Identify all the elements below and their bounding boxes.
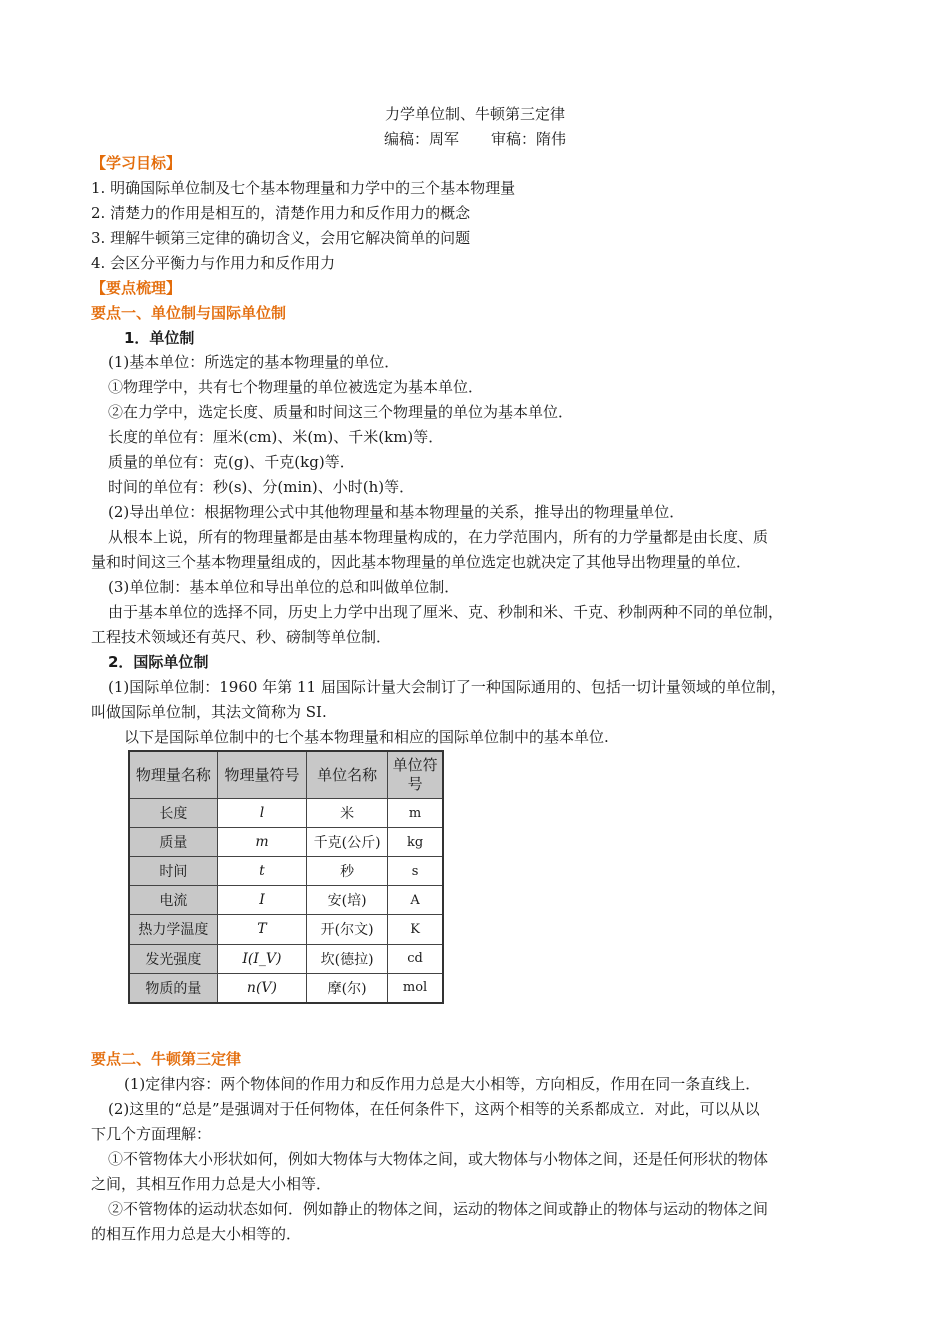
- table-cell: I: [217, 886, 306, 915]
- table-cell: n(V): [217, 973, 306, 1003]
- table-cell: 坎(德拉): [307, 944, 388, 973]
- table-cell: s: [388, 857, 443, 886]
- table-row: [129, 915, 443, 944]
- editor-credit: 编稿：周军: [383, 130, 459, 148]
- paragraph-line: ①不管物体大小形状如何，例如大物体与大物体之间，或大物体与小物体之间，还是任何形状的物体: [108, 1150, 769, 1168]
- doc-credits: [0, 129, 950, 149]
- paragraph-line: 的相互作用力总是大小相等的．: [91, 1225, 302, 1243]
- objectives-heading: 【学习目标】: [91, 154, 182, 172]
- table-cell: K: [388, 915, 443, 944]
- paragraph-line: 叫做国际单位制，其法文简称为 SI.: [91, 703, 327, 721]
- table-row: [129, 944, 443, 973]
- si-units-table: [128, 750, 444, 1004]
- table-row: [129, 886, 443, 915]
- paragraph-line: 量和时间这三个基本物理量组成的，因此基本物理量的单位选定也就决定了其他导出物理量的单位．: [91, 553, 752, 571]
- table-cell: 千克(公斤): [307, 828, 388, 857]
- table-cell: I(I_V): [217, 944, 306, 973]
- paragraph-line: (3)单位制：基本单位和导出单位的总和叫做单位制．: [108, 578, 460, 596]
- reviewer-credit: 审稿：隋伟: [491, 130, 567, 148]
- paragraph-line: 质量的单位有：克(g)、千克(kg)等．: [108, 453, 355, 471]
- table-cell: 安(培): [307, 886, 388, 915]
- paragraph-line: (1)定律内容：两个物体间的作用力和反作用力总是大小相等，方向相反，作用在同一条直线上．: [124, 1075, 761, 1093]
- paragraph-line: ②在力学中，选定长度、质量和时间这三个物理量的单位为基本单位．: [108, 403, 574, 421]
- table-cell: m: [217, 828, 306, 857]
- table-cell: t: [217, 857, 306, 886]
- doc-title: 力学单位制、牛顿第三定律: [384, 105, 565, 123]
- objective-item: 3. 理解牛顿第三定律的确切含义，会用它解决简单的问题: [91, 229, 471, 247]
- table-header-cell: 物理量符号: [217, 751, 306, 799]
- paragraph-line: 从根本上说，所有的物理量都是由基本物理量构成的，在力学范围内，所有的力学量都是由长度、质: [108, 528, 769, 546]
- paragraph-line: 下几个方面理解：: [91, 1125, 212, 1143]
- table-cell: 发光强度: [129, 944, 217, 973]
- point1-sub2-heading: 2．国际单位制: [108, 653, 209, 671]
- table-cell: T: [217, 915, 306, 944]
- summary-heading: 【要点梳理】: [91, 279, 182, 297]
- table-cell: l: [217, 799, 306, 828]
- table-cell: 开(尔文): [307, 915, 388, 944]
- table-cell: 电流: [129, 886, 217, 915]
- table-row: [129, 857, 443, 886]
- table-cell: A: [388, 886, 443, 915]
- objective-item: 4. 会区分平衡力与作用力和反作用力: [91, 254, 336, 272]
- paragraph-line: (2)导出单位：根据物理公式中其他物理量和基本物理量的关系，推导出的物理量单位．: [108, 503, 685, 521]
- paragraph-line: 由于基本单位的选择不同，历史上力学中出现了厘米、克、秒制和米、千克、秒制两种不同的单位制，: [108, 603, 784, 621]
- paragraph-line: 工程技术领域还有英尺、秒、磅制等单位制．: [91, 628, 392, 646]
- table-cell: m: [388, 799, 443, 828]
- table-row: [129, 828, 443, 857]
- paragraph-line: 长度的单位有：厘米(cm)、米(m)、千米(km)等．: [108, 428, 444, 446]
- point1-sub1-heading: 1．单位制: [124, 329, 195, 347]
- paragraph-line: 以下是国际单位制中的七个基本物理量和相应的国际单位制中的基本单位.: [124, 728, 609, 746]
- table-cell: 物质的量: [129, 973, 217, 1003]
- objective-item: 2. 清楚力的作用是相互的，清楚作用力和反作用力的概念: [91, 204, 471, 222]
- table-header-cell: 物理量名称: [129, 751, 217, 799]
- table-cell: 米: [307, 799, 388, 828]
- table-header-cell: 单位符号: [388, 751, 443, 799]
- table-cell: 摩(尔): [307, 973, 388, 1003]
- paragraph-line: ②不管物体的运动状态如何．例如静止的物体之间，运动的物体之间或静止的物体与运动的物体之间: [108, 1200, 769, 1218]
- paragraph-line: (1)基本单位：所选定的基本物理量的单位．: [108, 353, 400, 371]
- table-cell: mol: [388, 973, 443, 1003]
- table-header-cell: 单位名称: [307, 751, 388, 799]
- table-cell: 长度: [129, 799, 217, 828]
- table-cell: kg: [388, 828, 443, 857]
- table-header-row: [129, 751, 443, 799]
- table-row: [129, 973, 443, 1003]
- table-cell: cd: [388, 944, 443, 973]
- paragraph-line: (2)这里的“总是”是强调对于任何物体，在任何条件下，这两个相等的关系都成立．对此，可以从以: [108, 1100, 760, 1118]
- table-cell: 热力学温度: [129, 915, 217, 944]
- point2-heading: 要点二、牛顿第三定律: [91, 1050, 242, 1068]
- table-cell: 质量: [129, 828, 217, 857]
- table-row: [129, 799, 443, 828]
- table-cell: 时间: [129, 857, 217, 886]
- objective-item: 1. 明确国际单位制及七个基本物理量和力学中的三个基本物理量: [91, 179, 516, 197]
- point1-heading: 要点一、单位制与国际单位制: [91, 304, 287, 322]
- paragraph-line: 时间的单位有：秒(s)、分(min)、小时(h)等．: [108, 478, 415, 496]
- paragraph-line: 之间，其相互作用力总是大小相等．: [91, 1175, 332, 1193]
- table-cell: 秒: [307, 857, 388, 886]
- paragraph-line: ①物理学中，共有七个物理量的单位被选定为基本单位．: [108, 378, 484, 396]
- paragraph-line: (1)国际单位制：1960 年第 11 届国际计量大会制订了一种国际通用的、包括一切计量领域的单位制，: [108, 678, 786, 696]
